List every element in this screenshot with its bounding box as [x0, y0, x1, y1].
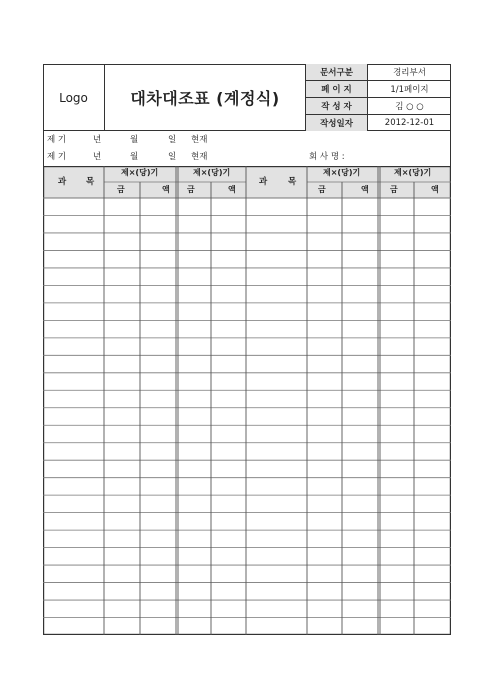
- amount-header-1b: 액: [162, 185, 170, 194]
- amount-header-3b: 액: [361, 185, 369, 194]
- period-header-3: 제×(당)기: [323, 168, 361, 177]
- document-title: 대차대조표 (계정식): [130, 89, 280, 108]
- info-label-doc-type: 문서구분: [306, 64, 368, 81]
- logo-text: Logo: [59, 90, 88, 105]
- period-header-4: 제×(당)기: [394, 168, 432, 177]
- amount-header-1a: 금: [117, 185, 125, 194]
- amount-header-4b: 액: [431, 185, 439, 194]
- period-header-1: 제×(당)기: [121, 168, 159, 177]
- amount-header-2b: 액: [228, 185, 236, 194]
- company-name-label: 회 사 명 :: [309, 152, 345, 162]
- balance-sheet-table: [43, 166, 451, 635]
- title-box: [105, 64, 306, 131]
- info-value-date: 2012-12-01: [384, 118, 435, 128]
- info-label-author: 작 성 자: [306, 98, 368, 115]
- account-header-right-2: 목: [288, 177, 297, 187]
- amount-header-4a: 금: [390, 185, 398, 194]
- info-label-page: 페 이 지: [306, 81, 368, 98]
- period-header-2: 제×(당)기: [193, 168, 231, 177]
- info-value-doc-type: 경리부서: [368, 64, 451, 81]
- period-line-1: 제 기 년 월 일 현재: [43, 131, 451, 149]
- account-header-left-1: 과: [58, 177, 67, 187]
- amount-header-2a: 금: [187, 185, 195, 194]
- logo-box: [43, 64, 105, 131]
- info-label-date: 작성일자: [306, 115, 368, 131]
- period-line-2: 제 기 년 월 일 현재 회 사 명 :: [43, 149, 451, 166]
- account-header-left-2: 목: [86, 177, 95, 187]
- info-value-author: 김 ○ ○: [368, 98, 451, 115]
- account-header-right-1: 과: [259, 177, 268, 187]
- info-value-page: 1/1페이지: [368, 81, 451, 98]
- amount-header-3a: 금: [318, 185, 326, 194]
